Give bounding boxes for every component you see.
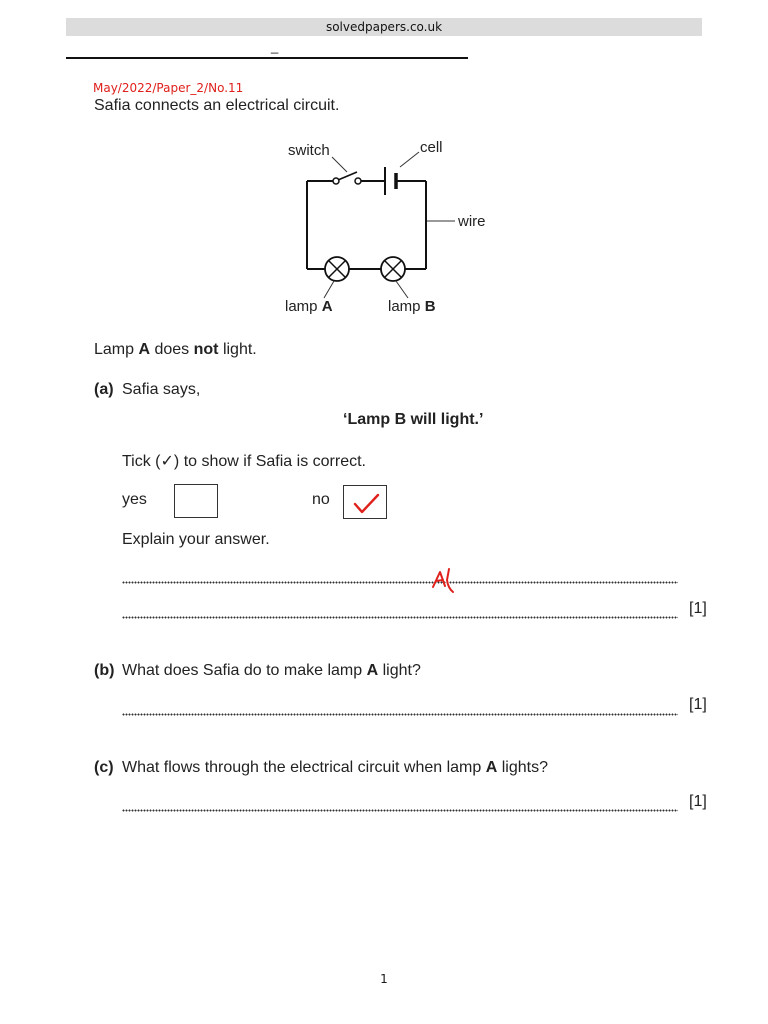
part-a-letter: (a)	[94, 381, 114, 398]
marks-c: [1]	[689, 793, 707, 810]
switch-contact-right	[355, 178, 361, 184]
red-marker-annotation-icon	[430, 566, 460, 596]
header-dash: _	[271, 39, 279, 54]
yes-label: yes	[122, 491, 147, 508]
question-reference: May/2022/Paper_2/No.11	[93, 81, 244, 95]
part-a-says: Safia says,	[122, 381, 201, 398]
switch-label: switch	[288, 142, 330, 159]
part-b-letter: (b)	[94, 662, 115, 679]
lamp-a-label: lamp A	[285, 298, 333, 315]
lamp-a-leader	[324, 281, 334, 298]
cell-leader	[400, 152, 419, 167]
red-tick-icon	[343, 485, 387, 519]
safia-quote: ‘Lamp B will light.’	[343, 411, 484, 428]
part-b-question: What does Safia do to make lamp A light?	[122, 662, 421, 679]
answer-line-a1[interactable]	[122, 581, 678, 584]
answer-line-a2[interactable]	[122, 616, 678, 619]
yes-checkbox[interactable]	[174, 484, 218, 518]
switch-lever	[338, 172, 357, 180]
explain-prompt: Explain your answer.	[122, 531, 270, 548]
page-number: 1	[380, 972, 388, 986]
answer-line-c[interactable]	[122, 809, 678, 812]
wire-label: wire	[458, 213, 486, 230]
circuit-diagram	[0, 0, 768, 330]
marks-b: [1]	[689, 696, 707, 713]
intro-text: Safia connects an electrical circuit.	[94, 97, 340, 114]
cell-label: cell	[420, 139, 443, 156]
no-checkbox[interactable]	[343, 485, 387, 519]
tick-prompt: Tick (✓) to show if Safia is correct.	[122, 453, 366, 470]
no-label: no	[312, 491, 330, 508]
lamp-b-label: lamp B	[388, 298, 436, 315]
lamp-b-leader	[396, 281, 408, 298]
answer-line-b[interactable]	[122, 713, 678, 716]
switch-contact-left	[333, 178, 339, 184]
part-c-letter: (c)	[94, 759, 114, 776]
site-name: solvedpapers.co.uk	[325, 20, 443, 34]
part-c-question: What flows through the electrical circuit when lamp A lights?	[122, 759, 548, 776]
lamp-statement: Lamp A does not light.	[94, 341, 257, 358]
marks-a: [1]	[689, 600, 707, 617]
switch-leader	[332, 157, 347, 172]
